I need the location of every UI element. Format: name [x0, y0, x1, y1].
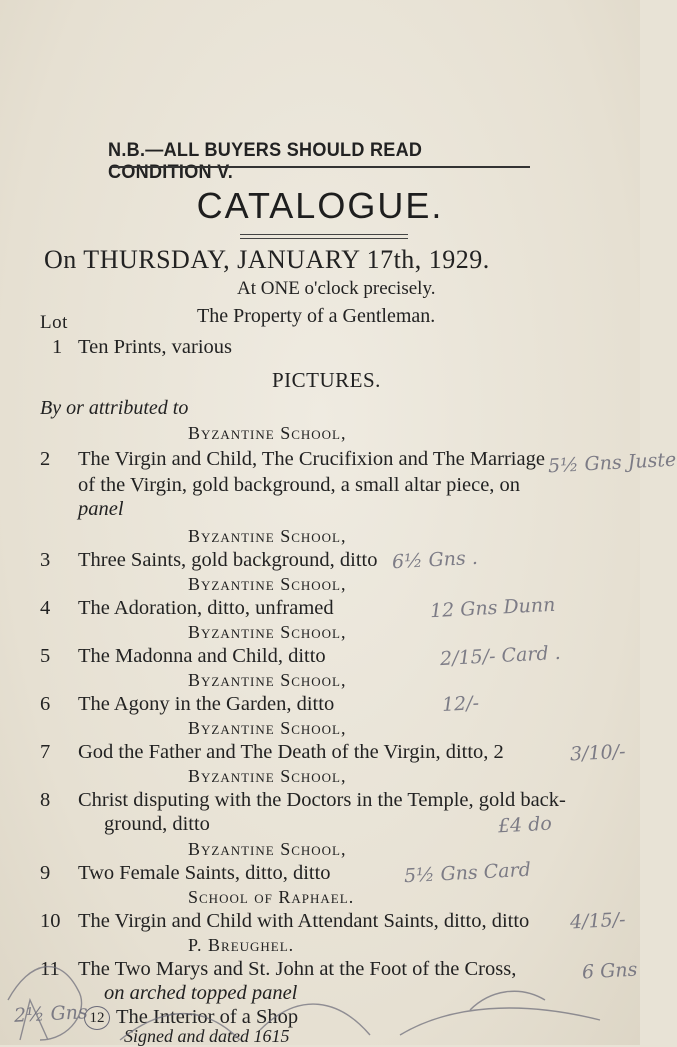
lot-number: 8: [40, 789, 51, 811]
lot-number: 9: [40, 862, 51, 884]
lot-number: 3: [40, 549, 51, 571]
lot-description: The Interior of a Shop: [116, 1006, 299, 1028]
school-label: Byzantine School,: [188, 622, 347, 642]
lot-description: Christ disputing with the Doctors in the Temple, gold back-: [78, 789, 566, 811]
lot-description: Three Saints, gold background, ditto: [78, 549, 378, 571]
attribution-line: By or attributed to: [40, 397, 189, 419]
handwritten-annotation: 12/-: [441, 692, 480, 716]
handwritten-annotation: 4/15/-: [569, 908, 627, 934]
handwritten-annotation: 6 Gns: [581, 958, 638, 984]
catalogue-title: CATALOGUE.: [196, 185, 444, 226]
lot-number: 5: [40, 645, 51, 667]
handwritten-annotation: 6½ Gns .: [391, 546, 479, 574]
school-label: P. Breughel.: [188, 935, 295, 955]
lot-description-cont: of the Virgin, gold background, a small altar piece, on: [78, 474, 521, 496]
handwritten-annotation: £4 do: [497, 812, 553, 838]
lot-description-cont: panel: [78, 498, 124, 520]
lot-description: The Agony in the Garden, ditto: [78, 693, 335, 715]
school-label: Byzantine School,: [188, 526, 347, 546]
lot-number: 4: [40, 597, 51, 619]
handwritten-annotation: 2/15/- Card .: [439, 641, 562, 671]
property-heading: The Property of a Gentleman.: [197, 305, 436, 327]
school-label: Byzantine School,: [188, 574, 347, 594]
lot-description: Two Female Saints, ditto, ditto: [78, 862, 331, 884]
lot-description: The Adoration, ditto, unframed: [78, 597, 334, 619]
school-label: Byzantine School,: [188, 423, 347, 443]
lot-description: The Virgin and Child with Attendant Saints, ditto, ditto: [78, 910, 530, 932]
section-heading: PICTURES.: [272, 368, 381, 392]
school-label: Byzantine School,: [188, 839, 347, 859]
lot-column-label: Lot: [40, 312, 68, 333]
lot-number: 11: [40, 958, 60, 980]
lot-description: Ten Prints, various: [78, 336, 233, 358]
lot-description: The Virgin and Child, The Crucifixion and The Marriage: [78, 448, 545, 470]
lot-description: God the Father and The Death of the Virgin, ditto, 2: [78, 741, 504, 763]
handwritten-annotation: 5½ Gns Juste: [547, 448, 677, 478]
sale-date: On THURSDAY, JANUARY 17th, 1929.: [44, 245, 490, 274]
lot-description-cont: ground, ditto: [104, 813, 210, 835]
lot-number: 10: [40, 910, 61, 932]
school-label: Byzantine School,: [188, 718, 347, 738]
lot-number-circled: 12: [84, 1006, 110, 1030]
handwritten-annotation: 3/10/-: [569, 740, 627, 766]
school-label: School of Raphael.: [188, 887, 355, 907]
lot-description: The Two Marys and St. John at the Foot of the Cross,: [78, 958, 517, 980]
lot-number: 2: [40, 448, 51, 470]
handwritten-annotation: 5½ Gns Card: [403, 858, 532, 888]
lot-number: 1: [52, 336, 63, 358]
school-label: Byzantine School,: [188, 670, 347, 690]
handwritten-annotation: 2½ Gns: [13, 1001, 89, 1027]
handwritten-annotation: 12 Gns Dunn: [429, 593, 556, 623]
lot-description-cont: Signed and dated 1615: [124, 1026, 290, 1046]
lot-number: 6: [40, 693, 51, 715]
lot-description: The Madonna and Child, ditto: [78, 645, 326, 667]
school-label: Byzantine School,: [188, 766, 347, 786]
lot-number: 7: [40, 741, 51, 763]
lot-description-cont: on arched topped panel: [104, 982, 298, 1004]
sale-time: At ONE o'clock precisely.: [237, 278, 436, 299]
conditions-notice: N.B.—ALL BUYERS SHOULD READ CONDITION V.: [108, 140, 423, 183]
